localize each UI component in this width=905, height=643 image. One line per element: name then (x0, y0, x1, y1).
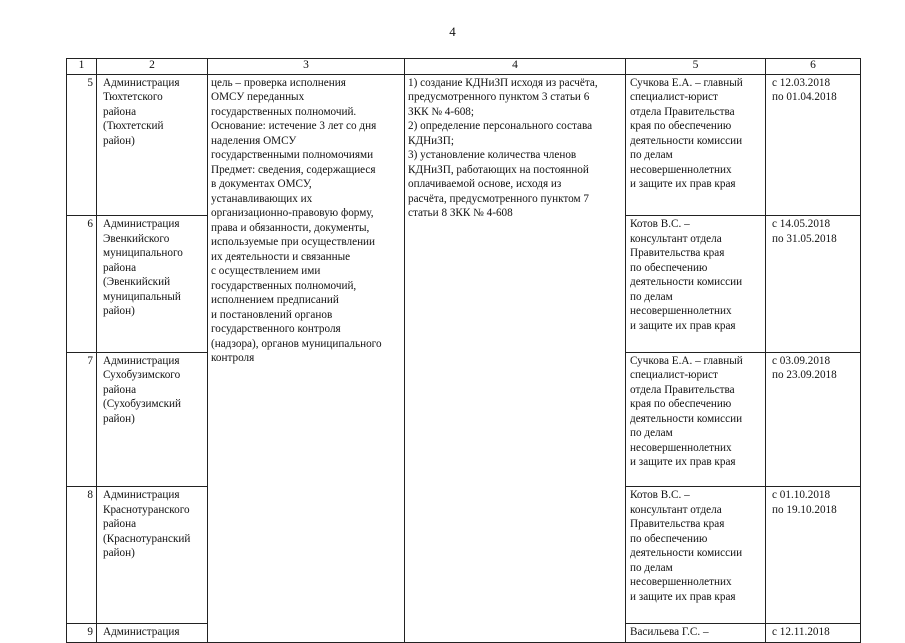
text-line: (Тюхтетский (103, 120, 164, 133)
text-line: района (103, 383, 137, 396)
text-line: по 23.09.2018 (772, 369, 837, 382)
text-line: государственными полномочиями (211, 149, 374, 162)
text-line: (Краснотуранский (103, 532, 191, 545)
inspector-cell (626, 216, 766, 352)
row-number: 5 (67, 74, 97, 216)
text-line: отдела Правительства (630, 105, 735, 118)
text-line: 3) установление количества членов (408, 149, 577, 162)
text-line: (Эвенкийский (103, 276, 171, 289)
inspector-cell (626, 352, 766, 486)
text-line: с 01.10.2018 (772, 489, 831, 502)
text-line: деятельности комиссии (630, 412, 743, 425)
text-line: по делам (630, 149, 673, 162)
text-line: района (103, 518, 137, 531)
text-line: несовершеннолетних (630, 163, 732, 176)
text-line: с 12.11.2018 (772, 625, 830, 638)
text-line: район) (103, 134, 135, 147)
text-line: статьи 8 ЗКК № 4-608 (408, 207, 513, 220)
text-line: с 12.03.2018 (772, 76, 831, 89)
text-line: расчёта, предусмотренного пунктом 7 (408, 192, 589, 205)
header-cell: 6 (766, 59, 861, 75)
organization-cell (97, 74, 208, 216)
row-number: 8 (67, 487, 97, 623)
text-line: района (103, 105, 137, 118)
header-cell: 1 (67, 59, 97, 75)
text-line: (надзора), органов муниципального (211, 337, 382, 350)
text-line: в документах ОМСУ, (211, 178, 312, 191)
row-number: 7 (67, 352, 97, 486)
questions-cell (405, 74, 626, 642)
text-line: муниципального (103, 247, 183, 260)
text-line: консультант отдела (630, 503, 722, 516)
text-line: специалист-юрист (630, 369, 718, 382)
text-line: предусмотренного пунктом 3 статьи 6 (408, 91, 590, 104)
text-line: отдела Правительства (630, 383, 735, 396)
text-line: с 03.09.2018 (772, 354, 831, 367)
text-line: Администрация (103, 354, 180, 367)
inspector-cell (626, 74, 766, 216)
text-line: по делам (630, 427, 673, 440)
text-line: по 31.05.2018 (772, 232, 837, 245)
table-row (67, 74, 861, 216)
text-line: КДНиЗП, работающих на постоянной (408, 163, 589, 176)
text-line: Котов В.С. – (630, 218, 690, 231)
text-line: Администрация (103, 76, 180, 89)
purpose-cell (208, 74, 405, 642)
text-line: Администрация (103, 218, 180, 231)
text-line: наделения ОМСУ (211, 134, 297, 147)
row-number: 6 (67, 216, 97, 352)
text-line: исполнением предписаний (211, 294, 339, 307)
header-cell: 3 (208, 59, 405, 75)
text-line: по 01.04.2018 (772, 91, 837, 104)
text-line: Администрация (103, 625, 180, 638)
text-line: район) (103, 547, 135, 560)
text-line: с 14.05.2018 (772, 218, 831, 231)
text-line: деятельности комиссии (630, 547, 743, 560)
text-line: Эвенкийского (103, 232, 170, 245)
text-line: несовершеннолетних (630, 305, 732, 318)
text-line: несовершеннолетних (630, 576, 732, 589)
organization-cell (97, 487, 208, 623)
text-line: оплачиваемой основе, исходя из (408, 178, 562, 191)
header-cell: 2 (97, 59, 208, 75)
text-line: Основание: истечение 3 лет со дня (211, 120, 377, 133)
text-line: деятельности комиссии (630, 134, 743, 147)
text-line: Правительства края (630, 247, 725, 260)
period-cell (766, 487, 861, 623)
text-line: Котов В.С. – (630, 489, 690, 502)
text-line: и постановлений органов (211, 308, 333, 321)
text-line: 1) создание КДНиЗП исходя из расчёта, (408, 76, 598, 89)
text-line: Краснотуранского (103, 503, 190, 516)
text-line: Васильева Г.С. – (630, 625, 709, 638)
text-line: устанавливающих их (211, 192, 313, 205)
header-row (67, 59, 861, 75)
text-line: по обеспечению (630, 261, 708, 274)
text-line: Тюхтетского (103, 91, 163, 104)
text-line: государственного контроля (211, 323, 341, 336)
text-line: специалист-юрист (630, 91, 718, 104)
text-line: района (103, 261, 137, 274)
text-line: ЗКК № 4-608; (408, 105, 475, 118)
text-line: деятельности комиссии (630, 276, 743, 289)
period-cell (766, 216, 861, 352)
text-line: права и обязанности, документы, (211, 221, 370, 234)
text-line: цель – проверка исполнения (211, 76, 346, 89)
text-line: район) (103, 305, 135, 318)
text-line: район) (103, 412, 135, 425)
text-line: несовершеннолетних (630, 441, 732, 454)
text-line: муниципальный (103, 290, 181, 303)
inspector-cell (626, 487, 766, 623)
text-line: организационно-правовую форму, (211, 207, 374, 220)
text-line: по делам (630, 290, 673, 303)
inspection-schedule-table (66, 58, 861, 643)
period-cell (766, 74, 861, 216)
text-line: их деятельности и связанные (211, 250, 351, 263)
header-cell: 4 (405, 59, 626, 75)
text-line: Правительства края (630, 518, 725, 531)
organization-cell (97, 352, 208, 486)
text-line: Администрация (103, 489, 180, 502)
text-line: ОМСУ переданных (211, 91, 305, 104)
text-line: по обеспечению (630, 532, 708, 545)
text-line: края по обеспечению (630, 120, 732, 133)
page-number: 4 (449, 24, 456, 39)
text-line: с осуществлением ими (211, 265, 321, 278)
text-line: государственных полномочий, (211, 279, 357, 292)
text-line: Сучкова Е.А. – главный (630, 354, 743, 367)
text-line: по делам (630, 561, 673, 574)
row-number: 9 (67, 623, 97, 642)
text-line: по 19.10.2018 (772, 503, 837, 516)
text-line: государственных полномочий. (211, 105, 357, 118)
text-line: и защите их прав края (630, 456, 736, 469)
text-line: Предмет: сведения, содержащиеся (211, 163, 376, 176)
text-line: 2) определение персонального состава (408, 120, 593, 133)
text-line: и защите их прав края (630, 590, 736, 603)
period-cell (766, 352, 861, 486)
organization-cell (97, 216, 208, 352)
text-line: и защите их прав края (630, 319, 736, 332)
text-line: используемые при осуществлении (211, 236, 376, 249)
text-line: (Сухобузимский (103, 398, 181, 411)
text-line: края по обеспечению (630, 398, 732, 411)
text-line: и защите их прав края (630, 178, 736, 191)
text-line: Сучкова Е.А. – главный (630, 76, 743, 89)
text-line: консультант отдела (630, 232, 722, 245)
text-line: КДНиЗП; (408, 134, 454, 147)
header-cell: 5 (626, 59, 766, 75)
text-line: Сухобузимского (103, 369, 181, 382)
text-line: контроля (211, 352, 255, 365)
